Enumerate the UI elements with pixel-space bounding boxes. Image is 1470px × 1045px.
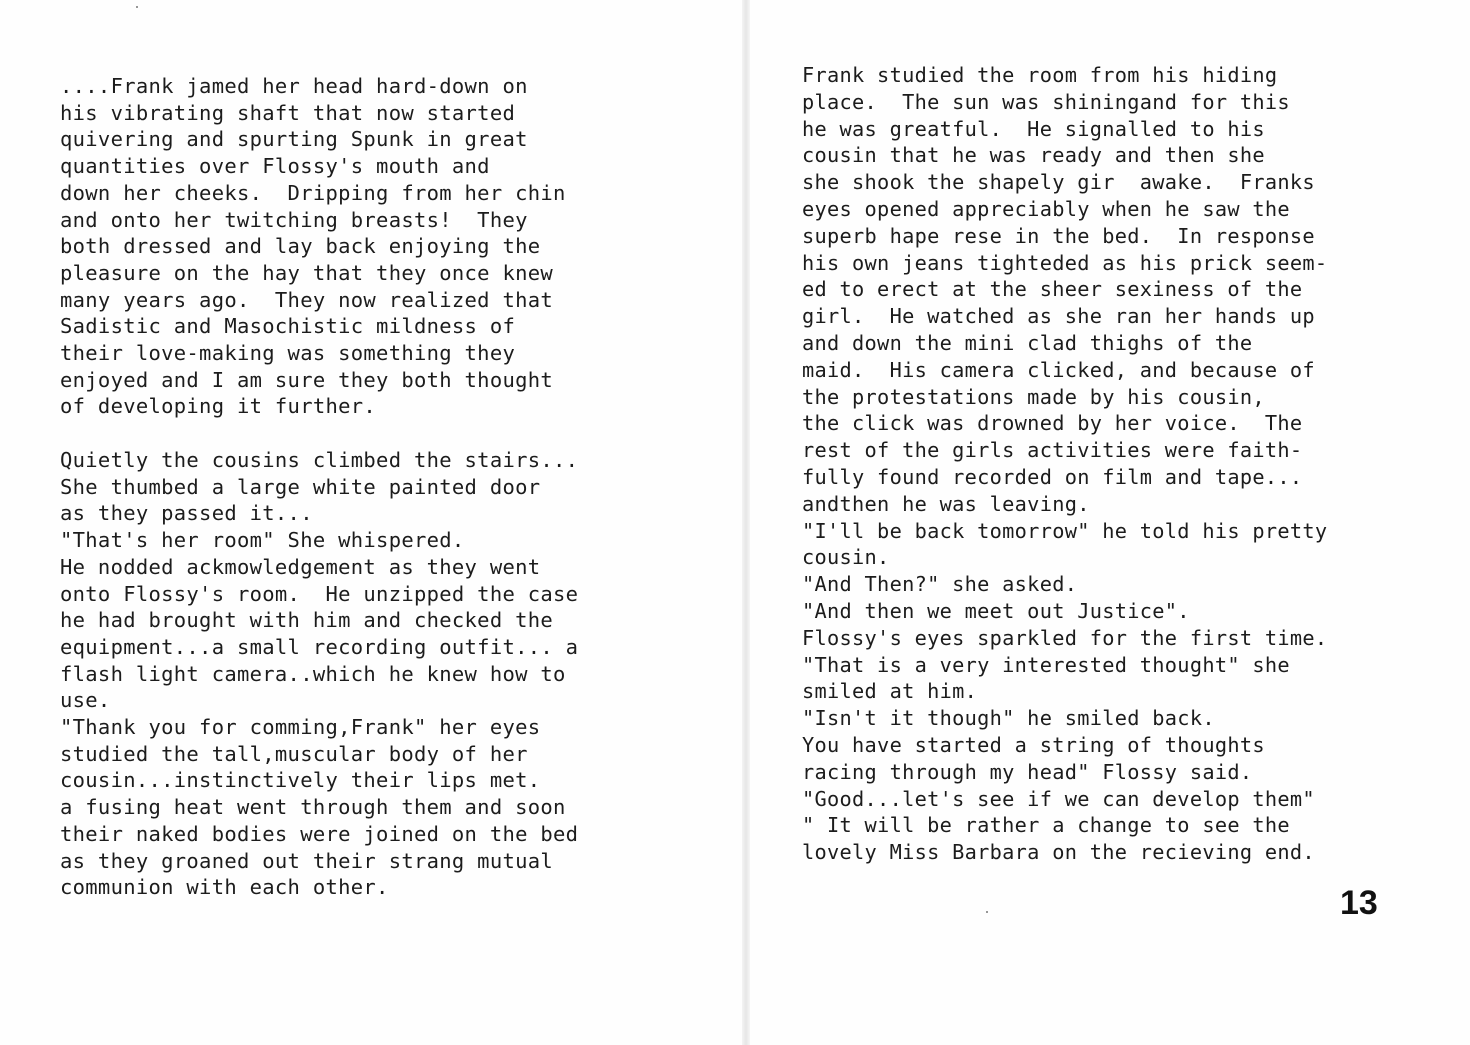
page-gutter bbox=[742, 0, 750, 1045]
left-page-paragraph-1: ....Frank jamed her head hard-down on his vibrating shaft that now started quivering and spurting Spunk in great quantities over Flossy's mouth and down her cheeks. Dripping from her chin and onto her twitching breasts! They both dressed and lay back enjoying the pleasure on the hay that they once knew many years ago. They now realized that Sadistic and Masochistic mildness of their love-making was something they enjoyed and I am sure they both thought of developing it further. bbox=[60, 74, 566, 419]
left-page-paragraph-2: Quietly the cousins climbed the stairs... She thumbed a large white painted door as they passed it... "That's her room" She whispered. He nodded ackmowledgement as they went onto Flossy's room. He unzipped the case he had brought with him and checked the equipment...a small recording outfit... a flash light camera..which he knew how to use. "Thank you for comming,Frank" her eyes studied the tall,muscular body of her cousin...instinctively their lips met. a fusing heat went through them and soon their naked bodies were joined on the bed as they groaned out their strang mutual communion with each other. bbox=[60, 448, 579, 900]
paper-speck bbox=[136, 6, 138, 8]
page-number: 13 bbox=[1340, 884, 1378, 922]
paper-speck bbox=[986, 911, 988, 913]
right-page bbox=[750, 0, 1470, 1045]
right-page-paragraph-1: Frank studied the room from his hiding place. The sun was shiningand for this he was greatful. He signalled to his cousin that he was ready and then she she shook the shapely gir awake. Franks eyes opened appreciably when he saw the superb hape rese in the bed. In response his own jeans tighteded as his prick seem- ed to erect at the sheer sexiness of the girl. He watched as she ran her hands up and down the mini clad thighs of the maid. His camera clicked, and because of the protestations made by his cousin, the click was drowned by her voice. The rest of the girls activities were faith- fully found recorded on film and tape... andthen he was leaving. "I'll be back tomorrow" he told his pretty cousin. "And Then?" she asked. "And then we meet out Justice". Flossy's eyes sparkled for the first time. "That is a very interested thought" she smiled at him. "Isn't it though" he smiled back. You have started a string of thoughts racing through my head" Flossy said. "Good...let's see if we can develop them" " It will be rather a change to see the lovely Miss Barbara on the recieving end. bbox=[802, 63, 1328, 865]
